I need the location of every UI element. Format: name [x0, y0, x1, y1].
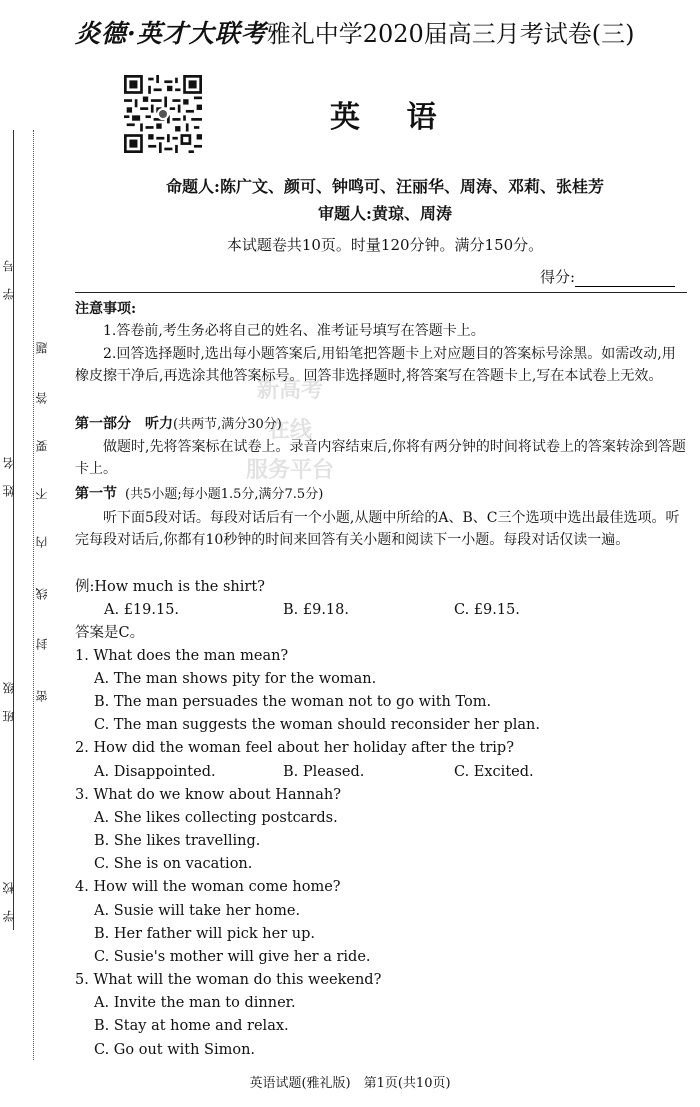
- part1-instructions: 做题时,先将答案标在试卷上。录音内容结束后,你将有两分钟的时间将试卷上的答案转涂到答题卡上。: [75, 439, 686, 477]
- class-label: 班 级: [2, 680, 16, 722]
- subject-title: 英 语: [330, 100, 455, 135]
- student-number-label: 学 号: [2, 258, 16, 300]
- school-label: 学 校: [2, 880, 16, 922]
- section1-instructions: 听下面5段对话。每段对话后有一个小题,从题中所给的A、B、C三个选项中选出最佳选项。听完每段对话后,你都有10秒钟的时间来回答有关小题和阅读下一小题。每段对话仅读一遍。: [75, 510, 680, 548]
- question-5: 5. What will the woman do this weekend?: [75, 972, 382, 988]
- section1-heading: [75, 483, 687, 506]
- qr-code-icon: [124, 75, 202, 153]
- authors-line: 命题人:陈广文、颜可、钟鸣可、汪丽华、周涛、邓莉、张桂芳: [166, 177, 604, 196]
- seal-char: 不: [35, 488, 49, 500]
- score-field: [540, 266, 675, 287]
- example-question: 例:How much is the shirt?: [75, 579, 265, 595]
- q3-option-a: A. She likes collecting postcards.: [94, 810, 338, 826]
- notice-item-1: 1.答卷前,考生务必将自己的姓名、准考证号填写在答题卡上。: [103, 323, 485, 339]
- example-option-b: B. £9.18.: [283, 602, 349, 618]
- q2-option-c: C. Excited.: [454, 764, 534, 780]
- q3-option-b: B. She likes travelling.: [94, 833, 261, 849]
- watermark-line: 在线: [267, 417, 312, 443]
- q5-option-b: B. Stay at home and relax.: [94, 1018, 289, 1034]
- name-label: 姓 名: [2, 455, 16, 497]
- q4-option-a: A. Susie will take her home.: [94, 903, 301, 919]
- reviewers-line: 审题人:黄琼、周涛: [318, 204, 452, 223]
- page-footer: 英语试题(雅礼版) 第1页(共10页): [249, 1076, 451, 1091]
- part1-heading: [75, 413, 687, 436]
- header-divider: [75, 292, 687, 293]
- example-answer: 答案是C。: [75, 625, 145, 641]
- seal-char: 密: [35, 690, 49, 702]
- exam-title: [75, 14, 695, 54]
- seal-char: 封: [35, 638, 49, 650]
- part1-title: 第一部分 听力: [75, 416, 173, 432]
- q3-option-c: C. She is on vacation.: [94, 856, 253, 872]
- q4-option-c: C. Susie's mother will give her a ride.: [94, 949, 371, 965]
- score-label: 得分:: [540, 268, 576, 286]
- exam-name: 雅礼中学2020届高三月考试卷(三): [266, 20, 635, 48]
- section1-note: (共5小题;每小题1.5分,满分7.5分): [125, 487, 324, 502]
- seal-char: 线: [35, 588, 49, 600]
- question-3: 3. What do we know about Hannah?: [75, 787, 342, 803]
- example-option-c: C. £9.15.: [454, 602, 520, 618]
- question-2: 2. How did the woman feel about her holiday after the trip?: [75, 740, 514, 756]
- watermark-line: 新高考: [256, 377, 323, 403]
- section1-title: 第一节: [75, 486, 117, 502]
- example-option-a: A. £19.15.: [104, 602, 180, 618]
- q5-option-a: A. Invite the man to dinner.: [94, 995, 296, 1011]
- q4-option-b: B. Her father will pick her up.: [94, 926, 315, 942]
- q2-option-a: A. Disappointed.: [94, 764, 216, 780]
- q2-option-b: B. Pleased.: [283, 764, 365, 780]
- notice-title: 注意事项:: [75, 301, 137, 317]
- exam-info: 本试题卷共10页。时量120分钟。满分150分。: [226, 236, 544, 254]
- q5-option-c: C. Go out with Simon.: [94, 1042, 256, 1058]
- question-4: 4. How will the woman come home?: [75, 879, 341, 895]
- exam-brand: 炎德·英才大联考: [75, 19, 267, 48]
- notice-item-2: 2.回答选择题时,选出每小题答案后,用铅笔把答题卡上对应题目的答案标号涂黑。如需改动,用橡皮擦干净后,再选涂其他答案标号。回答非选择题时,将答案写在答题卡上,写在本试卷上无效。: [75, 346, 676, 384]
- q1-option-b: B. The man persuades the woman not to go with Tom.: [94, 694, 492, 710]
- seal-char: 题: [35, 342, 49, 354]
- question-1: 1. What does the man mean?: [75, 648, 289, 664]
- binding-line: [13, 130, 14, 930]
- q1-option-a: A. The man shows pity for the woman.: [94, 671, 377, 687]
- watermark-line: 服务平台: [245, 457, 334, 483]
- seal-char: 答: [35, 392, 49, 404]
- seal-char: 内: [35, 536, 49, 548]
- q1-option-c: C. The man suggests the woman should reconsider her plan.: [94, 717, 540, 733]
- score-blank: [575, 272, 675, 287]
- seal-char: 要: [35, 440, 49, 452]
- part1-note: (共两节,满分30分): [173, 417, 282, 432]
